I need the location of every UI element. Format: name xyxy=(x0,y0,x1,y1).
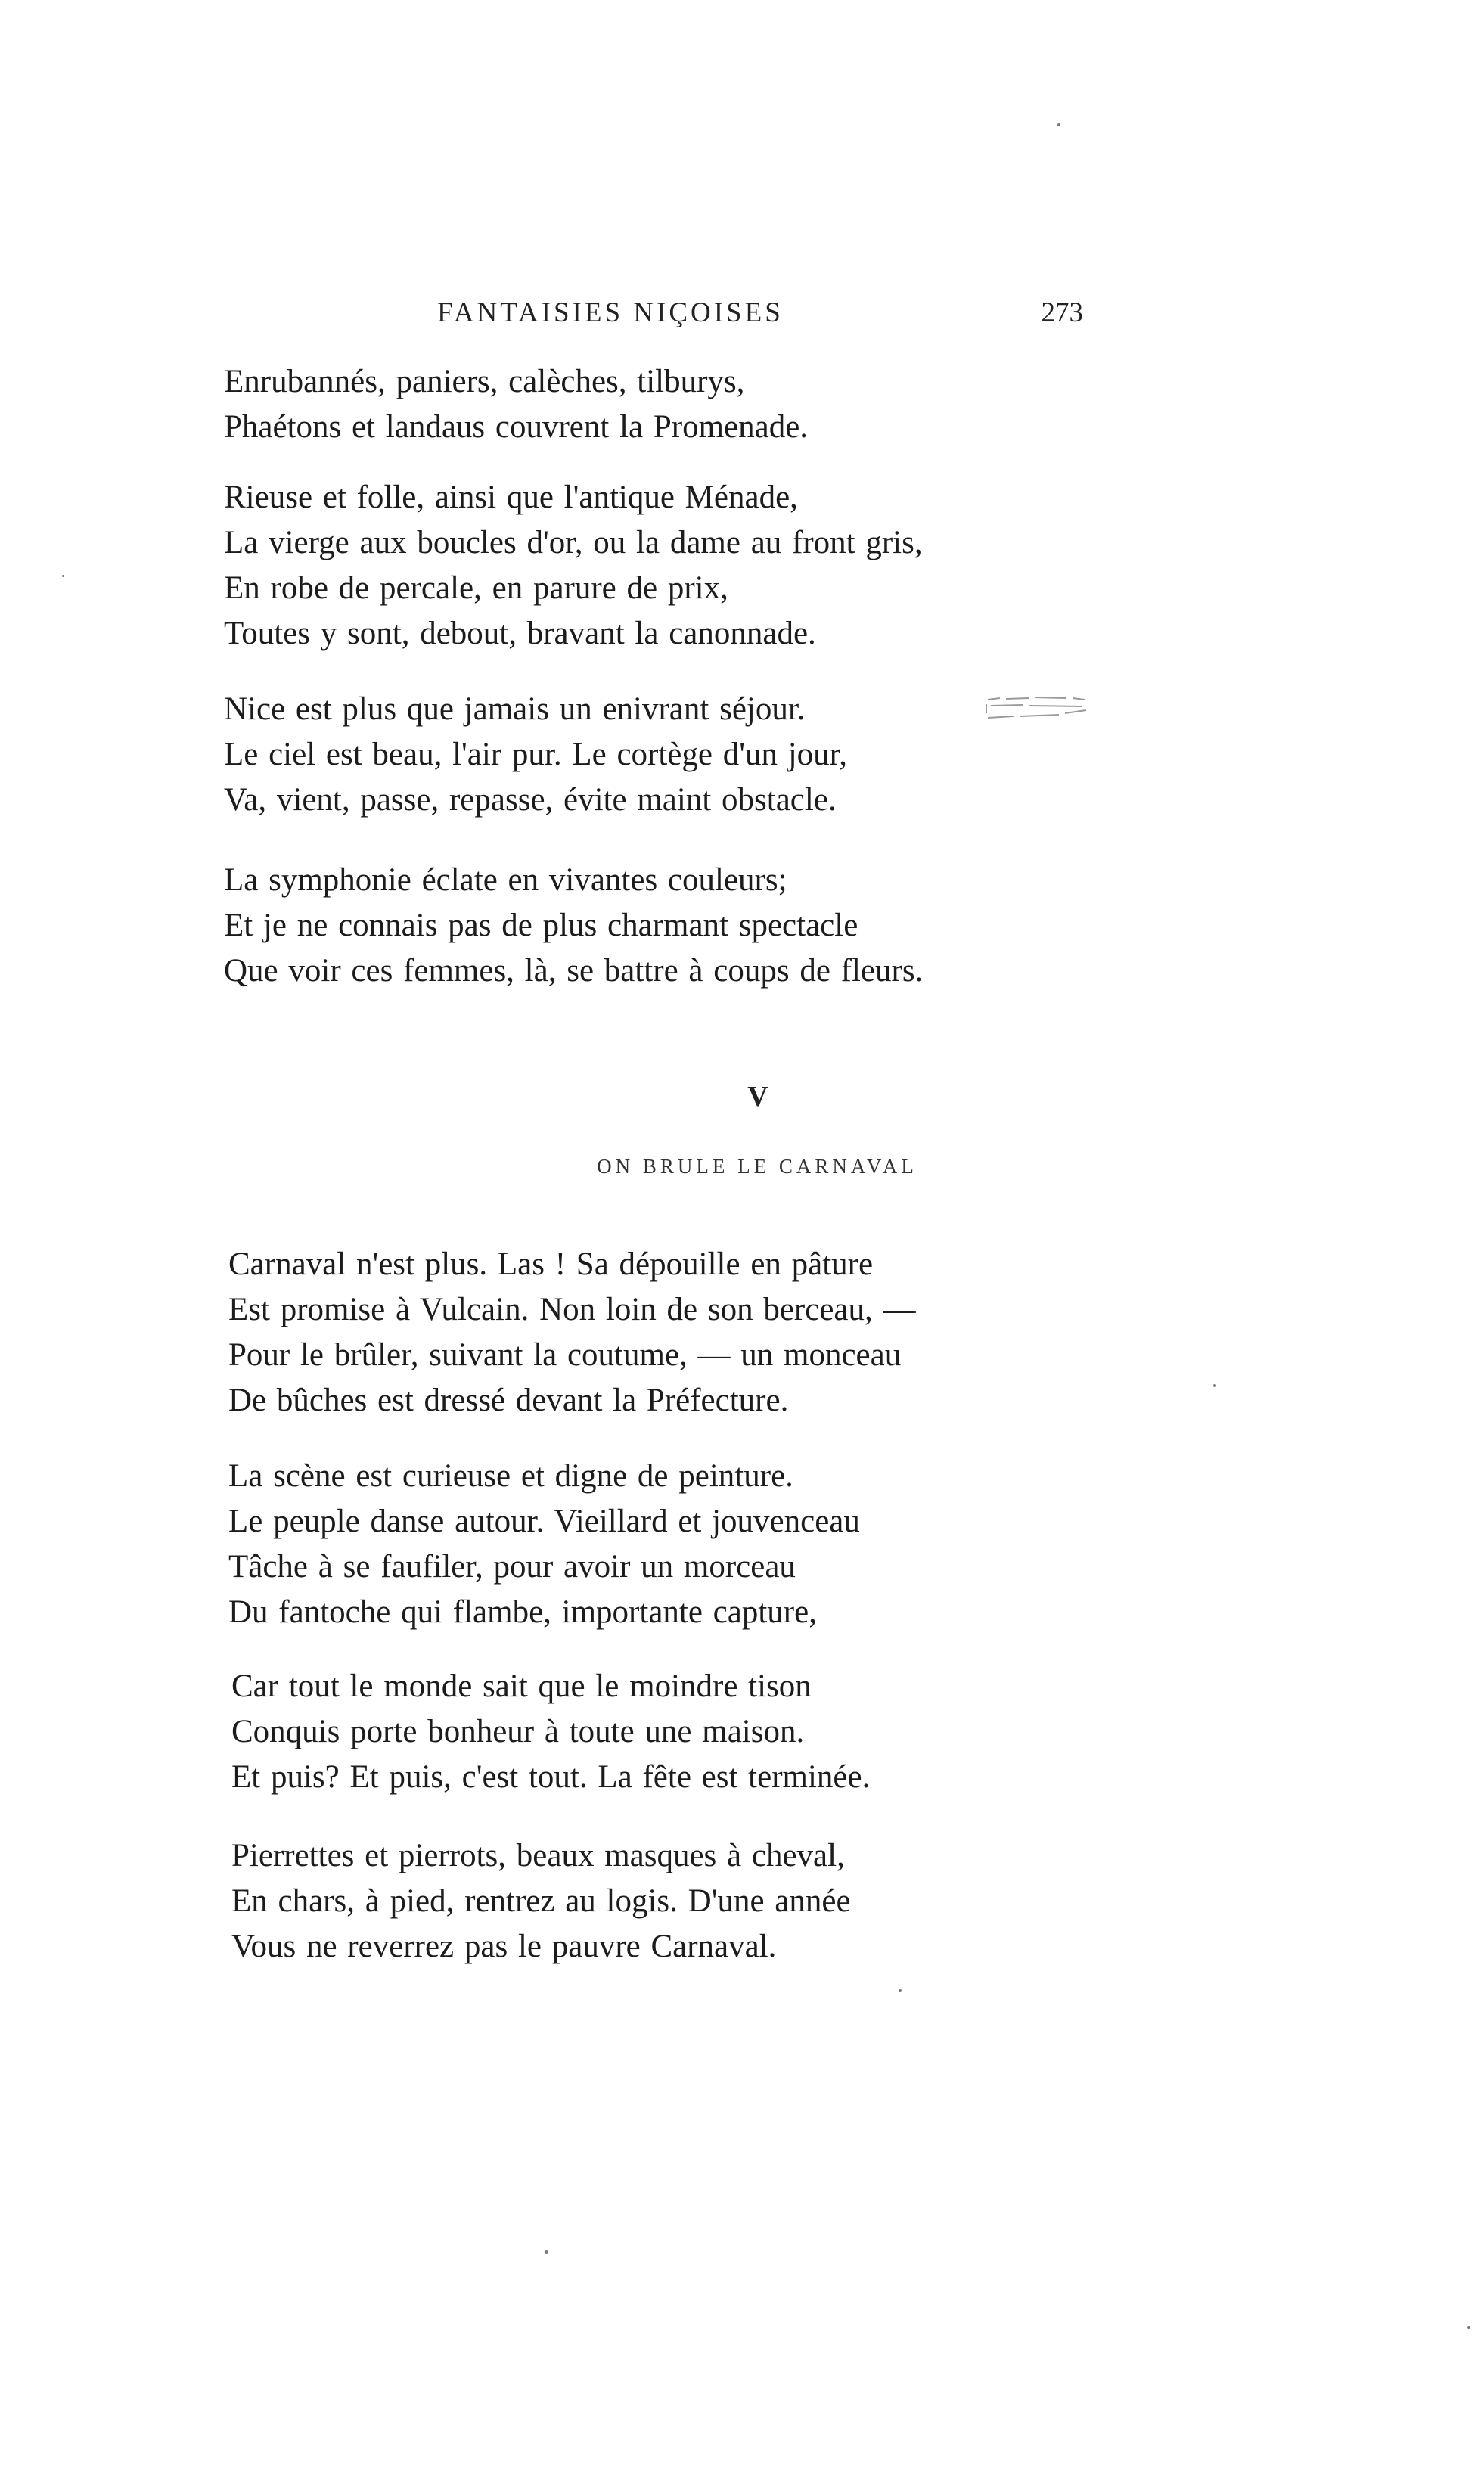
stanza-4 xyxy=(231,1833,1101,1970)
verse-line: Le ciel est beau, l'air pur. Le cortège d'un jour, xyxy=(224,737,848,772)
poem-part-1 xyxy=(224,359,1094,450)
scan-speck xyxy=(1467,2326,1470,2329)
stanza-2 xyxy=(228,1454,1098,1635)
poem-part-1-stanza-2 xyxy=(224,475,1094,657)
verse-line: Carnaval n'est plus. Las ! Sa dépouille en pâture xyxy=(228,1246,874,1282)
verse-line: Pierrettes et pierrots, beaux masques à cheval, xyxy=(231,1838,845,1873)
stanza-2 xyxy=(224,475,1094,657)
poem-part-2-stanza-4 xyxy=(231,1833,1101,1970)
scan-speck xyxy=(1057,123,1060,126)
verse-line: La scène est curieuse et digne de peinture. xyxy=(228,1458,793,1494)
stanza-3 xyxy=(231,1664,1101,1800)
verse-line: Tâche à se faufiler, pour avoir un morceau xyxy=(228,1549,796,1585)
library-stamp-icon xyxy=(983,694,1089,730)
verse-line: De bûches est dressé devant la Préfecture. xyxy=(228,1383,789,1418)
stanza-1 xyxy=(224,359,1094,450)
stanza-3 xyxy=(224,687,1094,823)
verse-line: Enrubannés, paniers, calèches, tilburys, xyxy=(224,364,745,399)
poem-part-1-stanza-4 xyxy=(224,858,1094,994)
stanza-1 xyxy=(228,1242,1098,1423)
verse-line: Vous ne reverrez pas le pauvre Carnaval. xyxy=(231,1929,777,1964)
verse-line: Pour le brûler, suivant la coutume, — un monceau xyxy=(228,1337,902,1373)
running-title: FANTAISIES NIÇOISES xyxy=(437,297,784,328)
verse-line: Phaétons et landaus couvrent la Promenade. xyxy=(224,409,809,445)
scan-speck xyxy=(1213,1384,1216,1387)
verse-line: En chars, à pied, rentrez au logis. D'une année xyxy=(231,1883,851,1919)
scan-speck xyxy=(545,2250,548,2254)
page-number: 273 xyxy=(1041,297,1083,328)
scan-speck xyxy=(899,1989,902,1992)
verse-line: Nice est plus que jamais un enivrant séjour. xyxy=(224,691,806,727)
verse-line: Que voir ces femmes, là, se battre à coups de fleurs. xyxy=(224,953,924,989)
verse-line: Conquis porte bonheur à toute une maison. xyxy=(231,1714,805,1749)
verse-line: La symphonie éclate en vivantes couleurs; xyxy=(224,862,787,898)
verse-line: Et puis? Et puis, c'est tout. La fête est terminée. xyxy=(231,1759,871,1795)
running-head xyxy=(227,296,1083,342)
verse-line: Le peuple danse autour. Vieillard et jouvenceau xyxy=(228,1504,860,1539)
section-number: V xyxy=(747,1081,768,1113)
poem-part-2-stanza-2 xyxy=(228,1454,1098,1635)
verse-line: Est promise à Vulcain. Non loin de son berceau, — xyxy=(228,1292,916,1327)
verse-line: Toutes y sont, debout, bravant la canonnade. xyxy=(224,616,816,651)
section-title: ON BRULE LE CARNAVAL xyxy=(597,1155,917,1178)
poem-part-1-stanza-3 xyxy=(224,687,1094,823)
stanza-4 xyxy=(224,858,1094,994)
verse-line: Rieuse et folle, ainsi que l'antique Ménade, xyxy=(224,480,798,515)
verse-line: Va, vient, passe, repasse, évite maint obstacle. xyxy=(224,782,837,818)
poem-part-2-stanza-1 xyxy=(228,1242,1098,1423)
verse-line: Du fantoche qui flambe, importante capture, xyxy=(228,1594,817,1630)
scan-speck xyxy=(62,575,64,577)
verse-line: La vierge aux boucles d'or, ou la dame au front gris, xyxy=(224,525,923,560)
verse-line: Et je ne connais pas de plus charmant spectacle xyxy=(224,908,858,943)
verse-line: En robe de percale, en parure de prix, xyxy=(224,570,728,606)
verse-line: Car tout le monde sait que le moindre tison xyxy=(231,1668,812,1704)
poem-part-2-stanza-3 xyxy=(231,1664,1101,1800)
